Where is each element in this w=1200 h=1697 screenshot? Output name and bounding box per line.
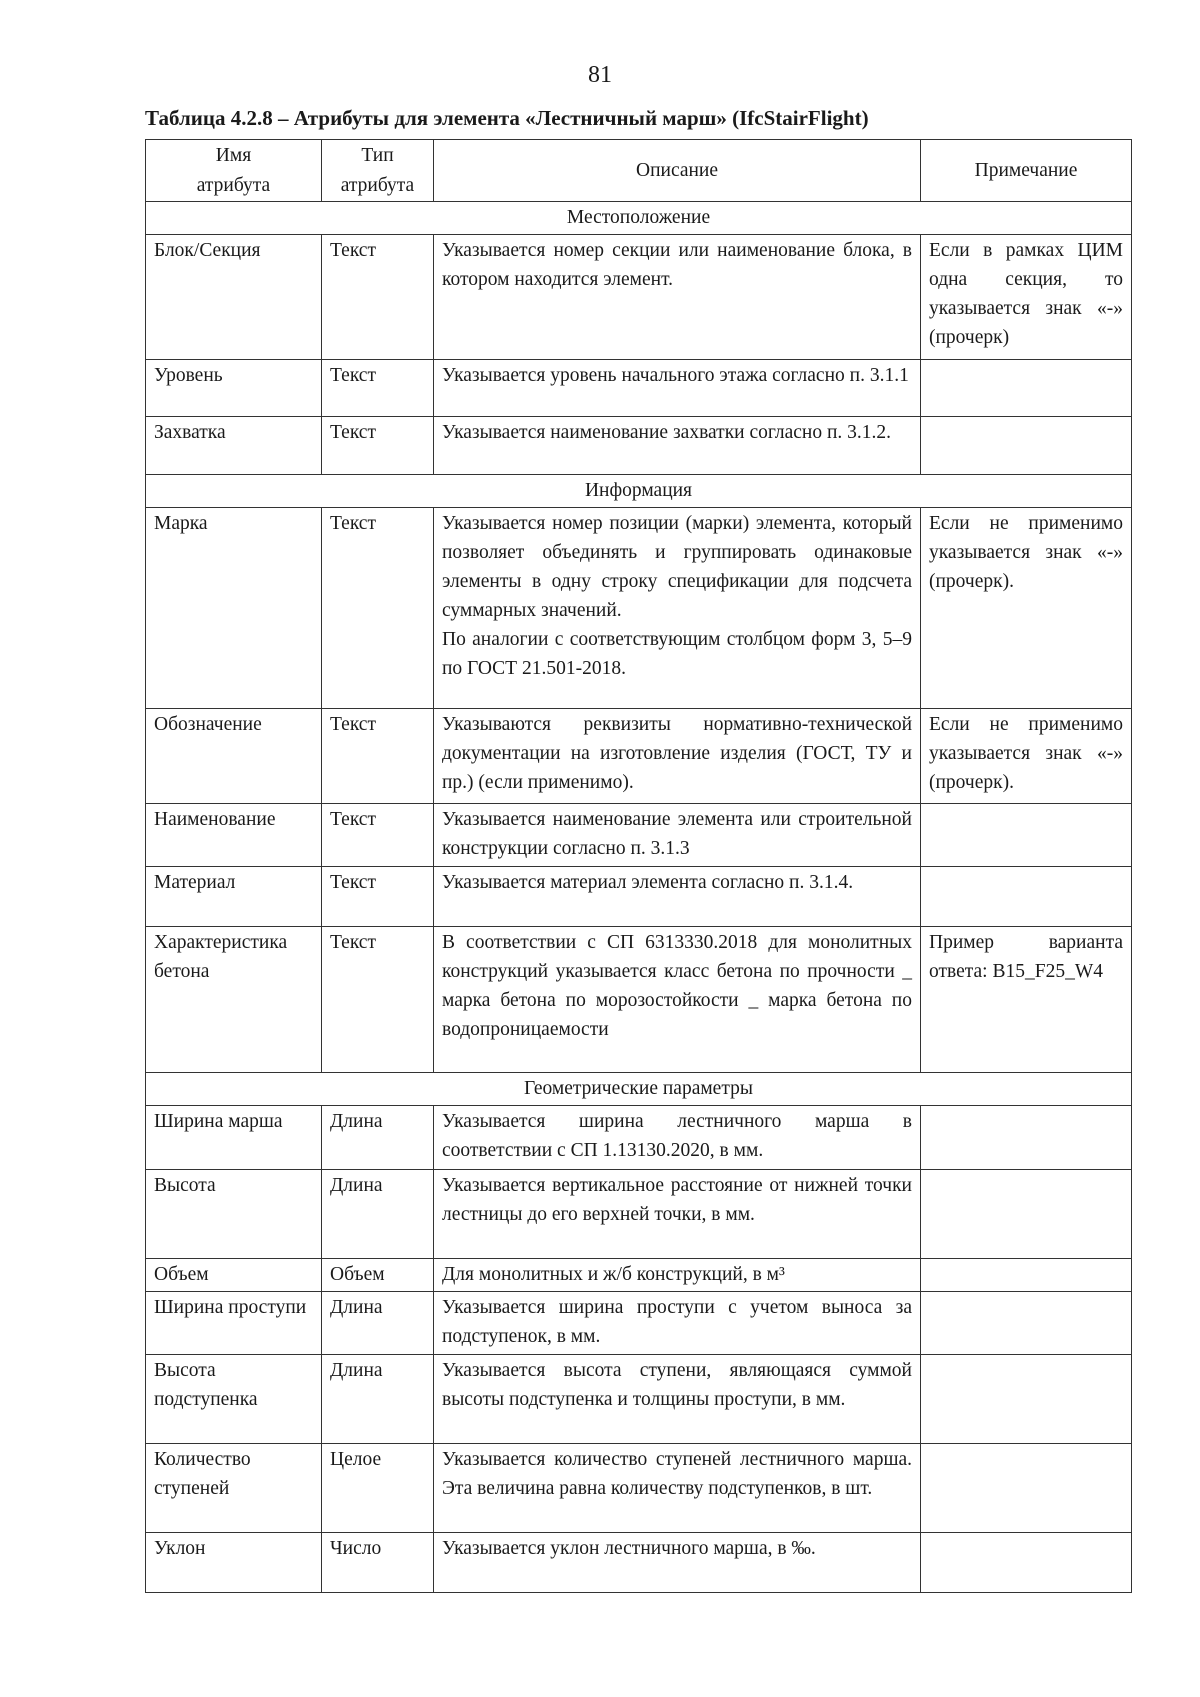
note-cell <box>921 1355 1132 1444</box>
table-row <box>146 867 1132 926</box>
description-paragraph: Указывается высота ступени, являющаяся суммой высоты подступенка и толщины проступи, в мм. <box>442 1360 912 1411</box>
description-cell <box>434 234 921 359</box>
note-cell: Если не применимо указывается знак «-» (прочерк). <box>921 709 1132 803</box>
table-row <box>146 417 1132 474</box>
table-row <box>146 803 1132 867</box>
description-paragraph: В соответствии с СП 6313330.2018 для монолитных конструкций указывается класс бетона по прочности _ марка бетона по морозостойкости _ марка бетона по водопроницаемости <box>442 931 912 1040</box>
header-name-line-2: атрибута <box>196 175 271 196</box>
description-paragraph: Указывается ширина лестничного марша в соответствии с СП 1.13130.2020, в мм. <box>442 1110 912 1161</box>
attribute-name-cell: Марка <box>146 507 322 709</box>
section-title: Местоположение <box>146 202 1132 235</box>
attribute-type-cell: Длина <box>322 1291 434 1355</box>
note-cell: Если в рамках ЦИМ одна секция, то указывается знак «-» (прочерк) <box>921 234 1132 359</box>
section-title: Геометрические параметры <box>146 1073 1132 1106</box>
attribute-type-cell: Текст <box>322 417 434 474</box>
description-paragraph: Указывается ширина проступи с учетом выноса за подступенок, в мм. <box>442 1296 912 1347</box>
description-paragraph: Указывается наименование элемента или строительной конструкции согласно п. 3.1.3 <box>442 808 912 859</box>
table-row <box>146 1533 1132 1593</box>
attributes-table <box>145 139 1132 1593</box>
table-row <box>146 234 1132 359</box>
table-row <box>146 507 1132 709</box>
note-cell: Если не применимо указывается знак «-» (прочерк). <box>921 507 1132 709</box>
note-cell <box>921 360 1132 417</box>
attribute-name-cell: Блок/Секция <box>146 234 322 359</box>
section-title: Информация <box>146 474 1132 507</box>
attribute-name-cell: Ширина марша <box>146 1105 322 1169</box>
table-row <box>146 1258 1132 1291</box>
header-attribute-name <box>146 140 322 202</box>
header-type-line-2: атрибута <box>340 175 415 196</box>
attribute-name-cell: Материал <box>146 867 322 926</box>
description-paragraph: Указывается наименование захватки согласно п. 3.1.2. <box>442 422 892 444</box>
attribute-name-cell: Ширина проступи <box>146 1291 322 1355</box>
table-header-row <box>146 140 1132 202</box>
note-cell <box>921 867 1132 926</box>
description-cell <box>434 1258 921 1291</box>
attribute-type-cell: Длина <box>322 1169 434 1258</box>
description-paragraph: По аналогии с соответствующим столбцом форм 3, 5–9 по ГОСТ 21.501-2018. <box>442 628 912 679</box>
description-paragraph: Указывается номер секции или наименование блока, в котором находится элемент. <box>442 239 912 290</box>
attribute-name-cell: Уровень <box>146 360 322 417</box>
attribute-type-cell: Длина <box>322 1105 434 1169</box>
attribute-name-cell: Характеристика бетона <box>146 926 322 1072</box>
section-row <box>146 1073 1132 1106</box>
page-number: 81 <box>588 62 612 88</box>
header-attribute-type <box>322 140 434 202</box>
header-note: Примечание <box>921 140 1132 202</box>
note-cell <box>921 417 1132 474</box>
description-cell <box>434 1355 921 1444</box>
description-paragraph: Указывается номер позиции (марки) элемента, который позволяет объединять и группировать одинаковые элементы в одну строку спецификации для подсчета суммарных значений. <box>442 512 912 621</box>
note-cell <box>921 1291 1132 1355</box>
attribute-name-cell: Высота подступенка <box>146 1355 322 1444</box>
attribute-type-cell: Текст <box>322 926 434 1072</box>
table-row <box>146 1105 1132 1169</box>
attribute-type-cell: Объем <box>322 1258 434 1291</box>
table-row <box>146 709 1132 803</box>
note-cell: Пример варианта ответа: B15_F25_W4 <box>921 926 1132 1072</box>
attribute-name-cell: Высота <box>146 1169 322 1258</box>
description-cell <box>434 1169 921 1258</box>
attribute-type-cell: Текст <box>322 803 434 867</box>
description-cell <box>434 709 921 803</box>
attribute-name-cell: Уклон <box>146 1533 322 1593</box>
section-row <box>146 474 1132 507</box>
description-cell <box>434 507 921 709</box>
note-cell <box>921 803 1132 867</box>
table-row <box>146 1169 1132 1258</box>
description-paragraph: Указываются реквизиты нормативно-технической документации на изготовление изделия (ГОСТ, ТУ и пр.) (если применимо). <box>442 714 912 794</box>
attribute-type-cell: Длина <box>322 1355 434 1444</box>
attribute-name-cell: Обозначение <box>146 709 322 803</box>
description-cell <box>434 417 921 474</box>
description-cell <box>434 926 921 1072</box>
description-cell <box>434 1444 921 1533</box>
description-paragraph: Указывается вертикальное расстояние от нижней точки лестницы до его верхней точки, в мм. <box>442 1174 912 1225</box>
header-name-line-1: Имя <box>215 145 252 166</box>
table-row <box>146 1291 1132 1355</box>
description-cell <box>434 1533 921 1593</box>
description-cell <box>434 1105 921 1169</box>
attribute-type-cell: Текст <box>322 360 434 417</box>
table-row <box>146 1355 1132 1444</box>
table-row <box>146 926 1132 1072</box>
attribute-name-cell: Количество ступеней <box>146 1444 322 1533</box>
table-row <box>146 1444 1132 1533</box>
note-cell <box>921 1444 1132 1533</box>
attribute-type-cell: Текст <box>322 867 434 926</box>
header-description: Описание <box>434 140 921 202</box>
attribute-name-cell: Объем <box>146 1258 322 1291</box>
note-cell <box>921 1169 1132 1258</box>
note-cell <box>921 1258 1132 1291</box>
description-cell <box>434 803 921 867</box>
attribute-type-cell: Число <box>322 1533 434 1593</box>
attribute-name-cell: Захватка <box>146 417 322 474</box>
note-cell <box>921 1105 1132 1169</box>
attribute-type-cell: Текст <box>322 709 434 803</box>
description-paragraph: Для монолитных и ж/б конструкций, в м³ <box>442 1263 785 1285</box>
description-cell <box>434 360 921 417</box>
table-row <box>146 360 1132 417</box>
description-paragraph: Указывается уровень начального этажа согласно п. 3.1.1 <box>442 365 909 387</box>
note-cell <box>921 1533 1132 1593</box>
attribute-type-cell: Текст <box>322 507 434 709</box>
table-body <box>146 202 1132 1593</box>
description-paragraph: Указывается количество ступеней лестничного марша. Эта величина равна количеству подступенков, в шт. <box>442 1449 912 1500</box>
header-type-line-1: Тип <box>361 145 394 166</box>
description-paragraph: Указывается уклон лестничного марша, в ‰. <box>442 1538 816 1560</box>
attribute-type-cell: Текст <box>322 234 434 359</box>
description-cell <box>434 1291 921 1355</box>
description-cell <box>434 867 921 926</box>
attribute-type-cell: Целое <box>322 1444 434 1533</box>
attribute-name-cell: Наименование <box>146 803 322 867</box>
table-caption: Таблица 4.2.8 – Атрибуты для элемента «Лестничный марш» (IfcStairFlight) <box>145 106 869 130</box>
description-paragraph: Указывается материал элемента согласно п. 3.1.4. <box>442 872 854 894</box>
section-row <box>146 202 1132 235</box>
